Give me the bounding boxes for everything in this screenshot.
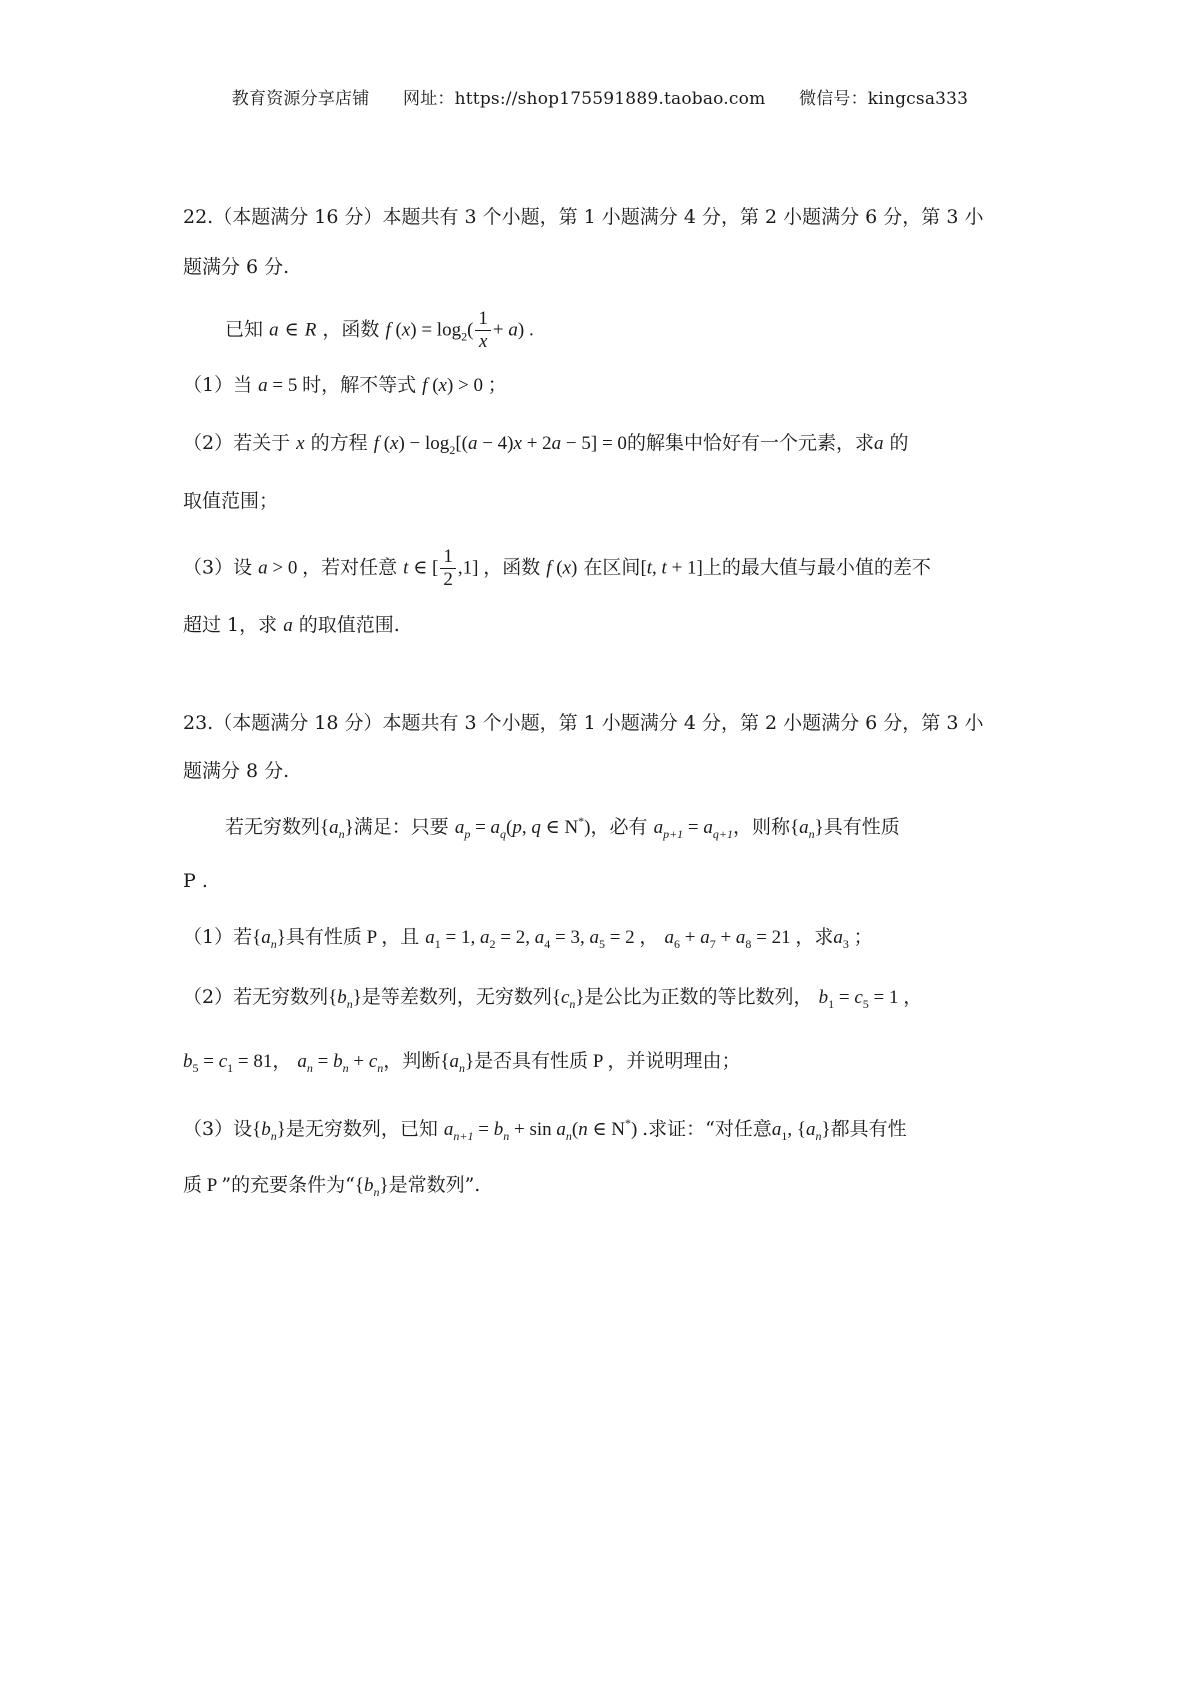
q23-part2-line1: （2）若无穷数列$\{b_n\}$是等差数列，无穷数列$\{c_n\}$是公比为正数的等比数列， $b_1 = c_5 = 1$ ， xyxy=(183,986,923,1011)
fraction-1-over-2: $\frac{1}{2}$ xyxy=(440,546,456,591)
q23-part3-line2: 质 P ”的充要条件为“$\{b_n\}$是常数列”. xyxy=(183,1174,481,1199)
header-url: 网址：https://shop175591889.taobao.com xyxy=(403,89,766,109)
q22-part1: （1）当 a = 5 时，解不等式 f (x) > 0 ； xyxy=(183,374,507,396)
header-wechat: 微信号：kingcsa333 xyxy=(799,89,969,109)
q23-definition-line1: 若无穷数列$\{a_n\}$满足：只要 $a_p = a_q(p$, q ∈ N*)，必有 $a_{p+1} = a_{q+1}$，则称$\{a_n\}$具有性质 xyxy=(225,814,900,841)
q23-part1: （1）若$\{a_n\}$具有性质 P ，且 $a_1 = 1$, $a_2 = 2$, $a_4 = 3$, $a_5 = 2$ ， $a_6 + a_7 + a_8 = 21$ ，求$a_3$ ； xyxy=(183,926,873,951)
q23-intro-line1: 23.（本题满分 18 分）本题共有 3 个小题，第 1 小题满分 4 分，第 2 小题满分 6 分，第 3 小 xyxy=(183,712,984,734)
q22-part3-line2: 超过 1，求 a 的取值范围. xyxy=(183,614,400,636)
q22-part2-line1: （2）若关于 x 的方程 f $(x) - \log_2[(a - 4)x + 2a - 5] = 0$的解集中恰好有一个元素，求a 的 xyxy=(183,432,909,457)
q23-intro-line2: 题满分 8 分. xyxy=(183,760,290,782)
q22-given: 已知 a ∈ R ，函数 f $(x) = \log_2$( $\frac{1}{x}$ + a) . xyxy=(225,308,534,352)
q22-intro-line1: 22.（本题满分 16 分）本题共有 3 个小题，第 1 小题满分 4 分，第 2 小题满分 6 分，第 3 小 xyxy=(183,206,984,228)
header-shop: 教育资源分享店铺 xyxy=(231,89,370,109)
fraction-1-over-x: $\frac{1}{x}$ xyxy=(475,308,491,353)
q22-part3-line1: （3）设 a > 0 ，若对任意 t ∈ [ $\frac{1}{2}$ ,1] ，函数 f (x) 在区间[t, t + 1]上的最大值与最小值的差不 xyxy=(183,546,931,590)
q22-part2-line2: 取值范围； xyxy=(183,490,279,512)
page-header xyxy=(0,84,1200,109)
q23-part2-line2: $b_5 = c_1 = 81$， $a_n = b_n + c_n$，判断$\{a_n\}$是否具有性质 P ，并说明理由； xyxy=(183,1050,741,1075)
q22-intro-line2: 题满分 6 分. xyxy=(183,256,290,278)
q23-definition-line2: P . xyxy=(183,870,208,892)
q23-part3-line1: （3）设$\{b_n\}$是无穷数列，已知 $a_{n+1} = b_n + \sin a_n(n$ ∈ N*) .求证：“对任意$a_1$, $\{a_n\}$都具有性 xyxy=(183,1116,907,1143)
